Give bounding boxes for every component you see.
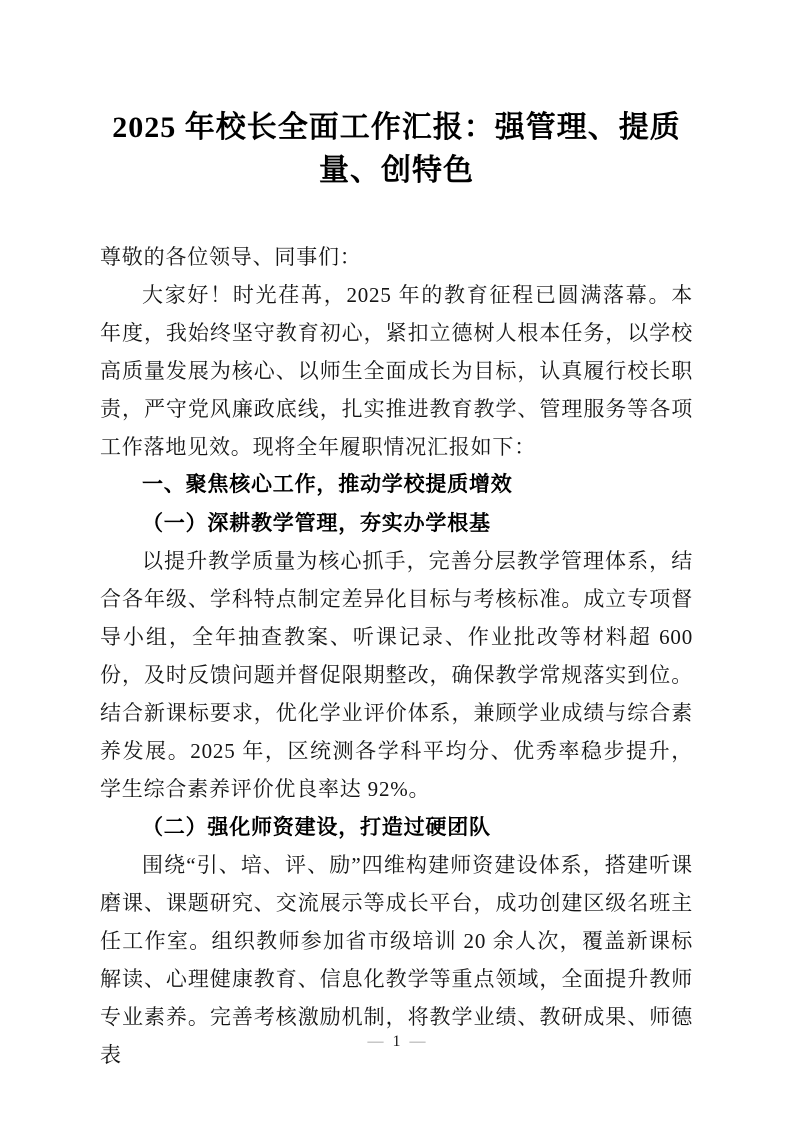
section-heading-1: 一、聚焦核心工作，推动学校提质增效 <box>142 473 513 496</box>
subsection-heading-1-1: （一）深耕教学管理，夯实办学根基 <box>142 511 491 535</box>
page-number: 1 <box>392 1033 401 1050</box>
subsection-1-1-paragraph: 以提升教学质量为核心抓手，完善分层教学管理体系，结合各年级、学科特点制定差异化目标与考核标准。成立专项督导小组，全年抽查教案、听课记录、作业批改等材料超 600 份，及时反馈问题并督促限期整改，确保教学常规落实到位。结合新课标要求，优化学业评价体系，兼顾学业成绩与综合素养发展。2025 年，区统测各学科平均分、优秀率稳步提升，学生综合素养评价优良率达 92%。 <box>100 549 693 801</box>
salutation-line: 尊敬的各位领导、同事们： <box>100 245 362 269</box>
subsection-heading-1-2: （二）强化师资建设，打造过硬团队 <box>142 815 491 839</box>
footer-right-dash: — <box>409 1033 426 1050</box>
document-title: 2025 年校长全面工作汇报：强管理、提质量、创特色 <box>112 111 681 187</box>
intro-paragraph: 大家好！时光荏苒，2025 年的教育征程已圆满落幕。本年度，我始终坚守教育初心，紧扣立德树人根本任务，以学校高质量发展为核心、以师生全面成长为目标，认真履行校长职责，严守党风廉政底线，扎实推进教育教学、管理服务等各项工作落地见效。现将全年履职情况汇报如下： <box>100 283 693 459</box>
footer-left-dash: — <box>367 1033 384 1050</box>
page-footer <box>0 1032 793 1052</box>
subsection-1-2-paragraph: 围绕“引、培、评、励”四维构建师资建设体系，搭建听课磨课、课题研究、交流展示等成长平台，成功创建区级名班主任工作室。组织教师参加省市级培训 20 余人次，覆盖新课标解读、心理健康教育、信息化教学等重点领域，全面提升教师专业素养。完善考核激励机制，将教学业绩、教研成果、师德表 <box>100 853 693 1067</box>
